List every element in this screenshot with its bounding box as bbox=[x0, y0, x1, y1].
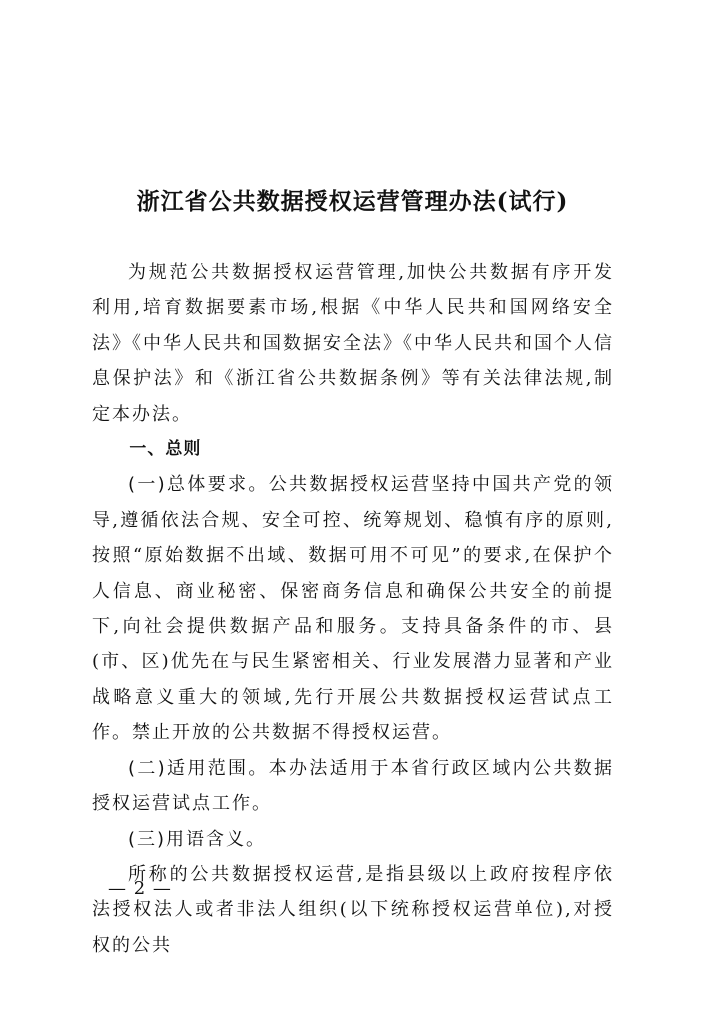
paragraph-text: 所称的公共数据授权运营,是指县级以上政府按程序依法授权法人或者非法人组织(以下统称授权运营单位),对授权的公共 bbox=[92, 863, 614, 956]
document-title: 浙江省公共数据授权运营管理办法(试行) bbox=[136, 188, 569, 215]
clause-lead: (一)总体要求。 bbox=[128, 474, 269, 496]
page-number: — 2 — bbox=[108, 878, 172, 899]
paragraph-scope bbox=[92, 751, 614, 822]
paragraph-text: 公共数据授权运营坚持中国共产党的领导,遵循依法合规、安全可控、统筹规划、稳慎有序的原则,按照“原始数据不出域、数据可用不可见”的要求,在保护个人信息、商业秘密、保密商务信息和确保公共安全的前提下,向社会提供数据产品和服务。支持具备条件的市、县(市、区)优先在与民生紧密相关、行业发展潜力显著和产业战略意义重大的领域,先行开展公共数据授权运营试点工作。禁止开放的公共数据不得授权运营。 bbox=[92, 474, 615, 744]
section-heading-general bbox=[92, 432, 614, 467]
paragraph-overall-requirements bbox=[92, 467, 614, 750]
document-body bbox=[92, 255, 614, 963]
paragraph-terms bbox=[92, 822, 614, 857]
paragraph-definition bbox=[92, 857, 614, 963]
paragraph-intro bbox=[92, 255, 614, 432]
clause-lead: (二)适用范围。 bbox=[128, 757, 269, 779]
paragraph-text: 本办法适用于本省行政区域内公共数据授权运营试点工作。 bbox=[92, 757, 615, 815]
clause-lead: (三)用语含义。 bbox=[128, 828, 267, 850]
paragraph-text: 为规范公共数据授权运营管理,加快公共数据有序开发利用,培育数据要素市场,根据《中华人民共和国网络安全法》《中华人民共和国数据安全法》《中华人民共和国个人信息保护法》和《浙江省公共数据条例》等有关法律法规,制定本办法。 bbox=[92, 262, 614, 425]
heading-text: 一、总则 bbox=[129, 439, 202, 460]
